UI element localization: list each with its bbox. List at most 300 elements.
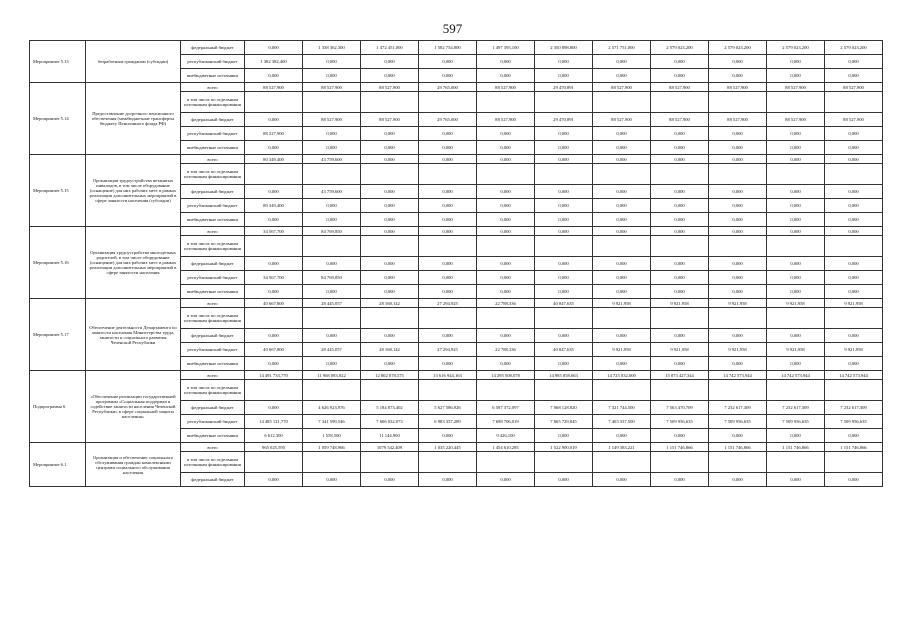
amount-cell: 0,000	[245, 357, 303, 371]
amount-cell: 0,000	[245, 41, 303, 55]
amount-cell: 0,000	[825, 55, 883, 69]
amount-cell: 0,000	[651, 285, 709, 299]
amount-cell: 1079 542,409	[361, 443, 419, 452]
amount-cell: 0,000	[419, 155, 477, 164]
amount-cell: 0,000	[651, 271, 709, 285]
amount-cell: 88 527,900	[825, 83, 883, 92]
funding-source-cell: всего	[181, 83, 245, 92]
amount-cell: 1 059 748,966	[303, 443, 361, 452]
amount-cell: 0,000	[245, 213, 303, 227]
amount-cell	[709, 236, 767, 257]
table-row	[30, 83, 883, 92]
amount-cell: 2 571 751,000	[593, 41, 651, 55]
amount-cell: 22 788,336	[477, 299, 535, 308]
amount-cell: 0,000	[303, 69, 361, 83]
amount-cell: 0,000	[477, 199, 535, 213]
amount-cell	[361, 452, 419, 473]
amount-cell: 0,000	[361, 473, 419, 487]
amount-cell: 12 802 078,575	[361, 371, 419, 380]
amount-cell	[651, 236, 709, 257]
amount-cell	[535, 92, 593, 113]
amount-cell	[361, 308, 419, 329]
amount-cell: 0,000	[419, 185, 477, 199]
measure-code-cell: Мероприятие 5.16	[30, 227, 86, 299]
budget-table	[29, 40, 883, 487]
amount-cell: 0,000	[825, 473, 883, 487]
amount-cell: 0,000	[477, 55, 535, 69]
amount-cell: 0,000	[767, 69, 825, 83]
amount-cell	[767, 164, 825, 185]
amount-cell: 88 527,900	[651, 113, 709, 127]
amount-cell: 88 527,900	[709, 83, 767, 92]
amount-cell: 0,000	[477, 257, 535, 271]
amount-cell	[767, 236, 825, 257]
amount-cell: 0,000	[825, 227, 883, 236]
amount-cell: 0,000	[535, 329, 593, 343]
amount-cell: 4 626 923,976	[303, 401, 361, 415]
amount-cell	[535, 236, 593, 257]
amount-cell: 0,000	[303, 213, 361, 227]
amount-cell: 0,000	[709, 55, 767, 69]
amount-cell: 0,000	[825, 185, 883, 199]
measure-code-cell: Мероприятие 5.13	[30, 41, 86, 83]
amount-cell	[593, 236, 651, 257]
amount-cell	[825, 452, 883, 473]
amount-cell: 88 527,900	[651, 83, 709, 92]
amount-cell: 0,000	[477, 213, 535, 227]
amount-cell: 40 847,635	[535, 343, 593, 357]
amount-cell: 2 579 023,200	[651, 41, 709, 55]
amount-cell: 7 606 032,073	[361, 415, 419, 429]
amount-cell: 0,000	[419, 227, 477, 236]
amount-cell: 0,000	[245, 141, 303, 155]
amount-cell: 0,000	[303, 257, 361, 271]
amount-cell: 1 151 746,866	[709, 443, 767, 452]
amount-cell: 0,000	[651, 329, 709, 343]
amount-cell	[593, 92, 651, 113]
amount-cell: 1 522 900,019	[535, 443, 593, 452]
amount-cell: 0,000	[361, 199, 419, 213]
amount-cell: 0,000	[419, 473, 477, 487]
amount-cell: 1 035 220,445	[419, 443, 477, 452]
amount-cell	[477, 380, 535, 401]
amount-cell: 0,000	[825, 329, 883, 343]
funding-source-cell: внебюджетные источники	[181, 69, 245, 83]
amount-cell	[245, 164, 303, 185]
amount-cell: 0,000	[361, 185, 419, 199]
amount-cell	[651, 308, 709, 329]
amount-cell: 0,000	[361, 285, 419, 299]
amount-cell: 88 527,900	[245, 83, 303, 92]
amount-cell: 29 470,891	[535, 83, 593, 92]
amount-cell	[825, 92, 883, 113]
amount-cell: 0,000	[825, 285, 883, 299]
amount-cell: 0,000	[477, 69, 535, 83]
amount-cell: 0,000	[477, 285, 535, 299]
amount-cell: 0,000	[593, 213, 651, 227]
amount-cell: 0,000	[361, 141, 419, 155]
amount-cell: 29 470,891	[535, 113, 593, 127]
amount-cell: 0,000	[303, 127, 361, 141]
amount-cell: 0,000	[303, 473, 361, 487]
amount-cell: 0,000	[535, 127, 593, 141]
amount-cell: 0,000	[825, 69, 883, 83]
amount-cell: 1 454 610,285	[477, 443, 535, 452]
amount-cell	[535, 380, 593, 401]
amount-cell: 0,000	[361, 227, 419, 236]
amount-cell: 14 985 858,663	[535, 371, 593, 380]
amount-cell	[651, 164, 709, 185]
amount-cell	[593, 308, 651, 329]
amount-cell: 0,000	[419, 69, 477, 83]
amount-cell: 0,000	[535, 55, 593, 69]
amount-cell: 0,000	[303, 285, 361, 299]
amount-cell: 22 788,336	[477, 343, 535, 357]
amount-cell: 0,000	[477, 141, 535, 155]
amount-cell: 0,000	[709, 155, 767, 164]
amount-cell: 7 232 617,309	[709, 401, 767, 415]
funding-source-cell: внебюджетные источники	[181, 285, 245, 299]
amount-cell: 0,000	[535, 271, 593, 285]
amount-cell: 0,000	[477, 271, 535, 285]
amount-cell: 40 847,635	[535, 299, 593, 308]
amount-cell: 0,000	[535, 185, 593, 199]
amount-cell: 34 567,700	[245, 227, 303, 236]
amount-cell: 0,000	[361, 155, 419, 164]
amount-cell: 7 509 956,635	[709, 415, 767, 429]
amount-cell: 0,000	[767, 473, 825, 487]
amount-cell: 9 921,958	[651, 343, 709, 357]
amount-cell: 84 769,850	[303, 271, 361, 285]
funding-source-cell: республиканский бюджет	[181, 199, 245, 213]
amount-cell: 88 527,900	[361, 83, 419, 92]
amount-cell: 0,000	[651, 141, 709, 155]
amount-cell: 0,000	[651, 185, 709, 199]
funding-source-cell: внебюджетные источники	[181, 213, 245, 227]
amount-cell: 0,000	[477, 127, 535, 141]
amount-cell: 0,000	[767, 185, 825, 199]
amount-cell	[651, 452, 709, 473]
amount-cell: 0,000	[651, 69, 709, 83]
amount-cell: 14 485 121,770	[245, 415, 303, 429]
amount-cell: 88 527,900	[477, 113, 535, 127]
amount-cell: 0,000	[477, 185, 535, 199]
amount-cell: 0,000	[593, 69, 651, 83]
amount-cell: 0,000	[709, 285, 767, 299]
amount-cell	[767, 380, 825, 401]
amount-cell: 0,000	[419, 357, 477, 371]
amount-cell	[651, 380, 709, 401]
amount-cell: 9 921,958	[593, 299, 651, 308]
amount-cell: 0,000	[593, 55, 651, 69]
amount-cell: 0,000	[419, 329, 477, 343]
amount-cell: 88 527,900	[767, 83, 825, 92]
amount-cell: 7 509 956,635	[825, 415, 883, 429]
amount-cell: 0,000	[245, 285, 303, 299]
measure-code-cell: Мероприятие 5.15	[30, 155, 86, 227]
amount-cell: 0,000	[767, 257, 825, 271]
amount-cell: 28 168,142	[361, 343, 419, 357]
amount-cell: 88 527,900	[825, 113, 883, 127]
amount-cell	[419, 380, 477, 401]
amount-cell: 0,000	[361, 55, 419, 69]
amount-cell: 0,000	[593, 185, 651, 199]
funding-source-cell: федеральный бюджет	[181, 41, 245, 55]
amount-cell: 0,000	[535, 473, 593, 487]
amount-cell: 11 144,900	[361, 429, 419, 443]
amount-cell: 0,000	[361, 357, 419, 371]
amount-cell: 0,000	[245, 329, 303, 343]
amount-cell: 0,000	[651, 429, 709, 443]
amount-cell: 88 527,900	[245, 127, 303, 141]
amount-cell: 0,000	[361, 127, 419, 141]
amount-cell: 9 921,958	[767, 299, 825, 308]
table-row	[30, 227, 883, 236]
amount-cell: 0,000	[593, 429, 651, 443]
amount-cell: 0,000	[361, 213, 419, 227]
funding-source-cell: республиканский бюджет	[181, 415, 245, 429]
funding-source-cell: федеральный бюджет	[181, 473, 245, 487]
amount-cell: 88 527,900	[477, 83, 535, 92]
amount-cell	[477, 452, 535, 473]
table-row	[30, 443, 883, 452]
amount-cell	[477, 236, 535, 257]
amount-cell	[477, 164, 535, 185]
amount-cell: 88 527,900	[767, 113, 825, 127]
amount-cell	[303, 164, 361, 185]
amount-cell	[709, 92, 767, 113]
amount-cell: 0,000	[651, 473, 709, 487]
amount-cell: 14 742 573,944	[709, 371, 767, 380]
amount-cell: 0,000	[419, 141, 477, 155]
amount-cell: 0,000	[419, 199, 477, 213]
amount-cell	[535, 164, 593, 185]
amount-cell: 80 349,400	[245, 155, 303, 164]
amount-cell: 0,000	[477, 473, 535, 487]
amount-cell: 40 667,800	[245, 343, 303, 357]
amount-cell: 5 184 873,402	[361, 401, 419, 415]
amount-cell: 0,000	[709, 357, 767, 371]
amount-cell: 1 497 395,100	[477, 41, 535, 55]
amount-cell	[361, 380, 419, 401]
amount-cell: 80 349,400	[245, 199, 303, 213]
amount-cell	[535, 452, 593, 473]
funding-source-cell: федеральный бюджет	[181, 257, 245, 271]
amount-cell: 0,000	[825, 429, 883, 443]
amount-cell: 0,000	[767, 429, 825, 443]
funding-source-cell: всего	[181, 155, 245, 164]
amount-cell: 2 579 023,200	[825, 41, 883, 55]
amount-cell: 0,000	[825, 199, 883, 213]
measure-code-cell: Мероприятие 6.1	[30, 443, 86, 487]
amount-cell: 0,000	[361, 271, 419, 285]
amount-cell: 0,000	[419, 271, 477, 285]
amount-cell: 0,000	[709, 329, 767, 343]
amount-cell: 9 921,958	[825, 343, 883, 357]
amount-cell: 0,000	[245, 113, 303, 127]
amount-cell	[303, 380, 361, 401]
amount-cell: 0,000	[825, 127, 883, 141]
amount-cell: 2 579 023,200	[709, 41, 767, 55]
amount-cell: 0,000	[303, 329, 361, 343]
amount-cell: 7 698 706,019	[477, 415, 535, 429]
amount-cell: 2 350 898,800	[535, 41, 593, 55]
amount-cell	[593, 452, 651, 473]
amount-cell: 6 983 357,289	[419, 415, 477, 429]
amount-cell: 965 025,595	[245, 443, 303, 452]
amount-cell: 0,000	[709, 69, 767, 83]
amount-cell: 0,000	[535, 69, 593, 83]
amount-cell: 0,000	[419, 257, 477, 271]
funding-source-cell: всего	[181, 299, 245, 308]
amount-cell: 0,000	[593, 257, 651, 271]
amount-cell: 0,000	[593, 357, 651, 371]
amount-cell: 0,000	[767, 357, 825, 371]
amount-cell: 0,000	[709, 257, 767, 271]
amount-cell: 0,000	[709, 429, 767, 443]
amount-cell: 0,000	[535, 227, 593, 236]
measure-code-cell: Подпрограмма 6	[30, 371, 86, 443]
amount-cell: 7 321 744,500	[593, 401, 651, 415]
amount-cell	[361, 92, 419, 113]
amount-cell: 0,000	[825, 141, 883, 155]
measure-name-cell: Предоставление досрочного пенсионного обеспечения (межбюджетные трансферты бюджету Пенсионного фонда РФ)	[86, 83, 181, 155]
amount-cell	[245, 380, 303, 401]
funding-source-cell: в том числе по отдельным источникам финансирования	[181, 236, 245, 257]
amount-cell: 0,000	[709, 199, 767, 213]
amount-cell: 6 587 372,097	[477, 401, 535, 415]
amount-cell	[825, 380, 883, 401]
amount-cell: 14 742 573,944	[767, 371, 825, 380]
amount-cell	[245, 452, 303, 473]
amount-cell: 11 968 083,022	[303, 371, 361, 380]
amount-cell: 0,000	[825, 357, 883, 371]
amount-cell: 7 509 956,635	[767, 415, 825, 429]
measure-name-cell: безработным гражданам (субсидии)	[86, 41, 181, 83]
amount-cell: 7 341 599,546	[303, 415, 361, 429]
funding-source-cell: в том числе по отдельным источникам финансирования	[181, 452, 245, 473]
amount-cell	[593, 380, 651, 401]
amount-cell: 14 725 032,000	[593, 371, 651, 380]
amount-cell: 9 426,100	[477, 429, 535, 443]
amount-cell: 0,000	[651, 213, 709, 227]
amount-cell: 88 527,900	[593, 113, 651, 127]
amount-cell: 7 509 956,635	[651, 415, 709, 429]
funding-source-cell: в том числе по отдельным источникам финансирования	[181, 380, 245, 401]
amount-cell: 0,000	[245, 257, 303, 271]
amount-cell	[361, 164, 419, 185]
amount-cell: 1 472 451,000	[361, 41, 419, 55]
amount-cell: 0,000	[303, 199, 361, 213]
amount-cell: 88 527,900	[593, 83, 651, 92]
amount-cell: 0,000	[767, 155, 825, 164]
amount-cell: 0,000	[593, 155, 651, 164]
amount-cell: 0,000	[651, 155, 709, 164]
amount-cell: 0,000	[651, 127, 709, 141]
amount-cell: 0,000	[361, 69, 419, 83]
amount-cell	[361, 236, 419, 257]
table-row	[30, 41, 883, 55]
amount-cell	[767, 92, 825, 113]
funding-source-cell: в том числе по отдельным источникам финансирования	[181, 92, 245, 113]
amount-cell: 0,000	[709, 127, 767, 141]
amount-cell: 7 232 617,309	[767, 401, 825, 415]
funding-source-cell: в том числе по отдельным источникам финансирования	[181, 308, 245, 329]
amount-cell	[303, 452, 361, 473]
amount-cell	[825, 308, 883, 329]
amount-cell: 27 294,925	[419, 343, 477, 357]
amount-cell: 0,000	[303, 141, 361, 155]
amount-cell: 0,000	[709, 213, 767, 227]
amount-cell: 0,000	[593, 329, 651, 343]
amount-cell: 14 742 573,944	[825, 371, 883, 380]
amount-cell: 9 921,958	[651, 299, 709, 308]
amount-cell: 9 921,958	[593, 343, 651, 357]
amount-cell: 0,000	[825, 213, 883, 227]
budget-table-body	[30, 41, 883, 487]
amount-cell: 0,000	[535, 257, 593, 271]
amount-cell: 0,000	[767, 285, 825, 299]
amount-cell: 0,000	[709, 141, 767, 155]
amount-cell: 0,000	[245, 473, 303, 487]
amount-cell: 28 168,142	[361, 299, 419, 308]
amount-cell	[535, 308, 593, 329]
amount-cell: 0,000	[767, 141, 825, 155]
amount-cell: 0,000	[651, 257, 709, 271]
amount-cell: 0,000	[419, 55, 477, 69]
measure-code-cell: Мероприятие 5.17	[30, 299, 86, 371]
amount-cell	[245, 236, 303, 257]
amount-cell: 43 759,600	[303, 155, 361, 164]
amount-cell: 0,000	[535, 213, 593, 227]
amount-cell: 0,000	[535, 429, 593, 443]
table-row	[30, 371, 883, 380]
amount-cell: 7 403 337,500	[593, 415, 651, 429]
amount-cell: 43 759,600	[303, 185, 361, 199]
amount-cell: 9 921,958	[709, 299, 767, 308]
amount-cell: 1 582 754,800	[419, 41, 477, 55]
amount-cell: 0,000	[419, 429, 477, 443]
amount-cell	[303, 236, 361, 257]
amount-cell: 1 149 383,221	[593, 443, 651, 452]
amount-cell: 9 921,958	[767, 343, 825, 357]
amount-cell	[419, 452, 477, 473]
amount-cell: 0,000	[651, 357, 709, 371]
funding-source-cell: федеральный бюджет	[181, 329, 245, 343]
amount-cell: 0,000	[593, 199, 651, 213]
amount-cell: 0,000	[361, 257, 419, 271]
amount-cell: 1 151 746,866	[825, 443, 883, 452]
amount-cell: 0,000	[825, 155, 883, 164]
amount-cell: 0,000	[535, 357, 593, 371]
amount-cell: 0,000	[767, 329, 825, 343]
amount-cell: 88 527,900	[303, 83, 361, 92]
funding-source-cell: республиканский бюджет	[181, 127, 245, 141]
funding-source-cell: всего	[181, 371, 245, 380]
amount-cell	[303, 308, 361, 329]
amount-cell: 0,000	[767, 127, 825, 141]
amount-cell: 0,000	[535, 155, 593, 164]
measure-name-cell: Организация трудоустройства многодетных родителей, в том числе оборудование (оснащение) для них рабочих мест в рамках реализации дополнительных мероприятий в сфере занятости населения	[86, 227, 181, 299]
amount-cell	[709, 452, 767, 473]
amount-cell: 0,000	[709, 473, 767, 487]
amount-cell: 0,000	[593, 271, 651, 285]
amount-cell: 7 232 617,309	[825, 401, 883, 415]
amount-cell: 0,000	[709, 271, 767, 285]
amount-cell	[245, 308, 303, 329]
funding-source-cell: в том числе по отдельным источникам финансирования	[181, 164, 245, 185]
amount-cell: 2 579 023,200	[767, 41, 825, 55]
